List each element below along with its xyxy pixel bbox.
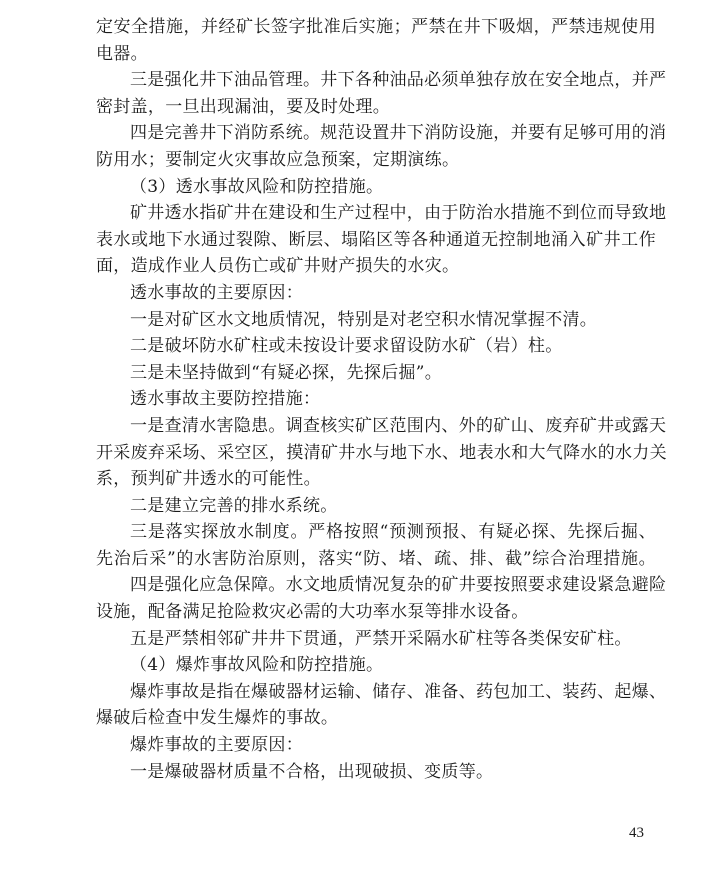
text-line: 系，预判矿井透水的可能性。 [96,469,321,490]
text-line: （4）爆炸事故风险和防控措施。 [130,655,384,676]
page-number: 43 [629,825,644,841]
text-line: 二是破坏防水矿柱或未按设计要求留设防水矿（岩）柱。 [130,336,563,357]
text-line: 先治后采”的水害防治原则，落实“防、堵、疏、排、截”综合治理措施。 [96,548,656,569]
text-line: 密封盖，一旦出现漏油，要及时处理。 [96,96,391,117]
text-line: 设施，配备满足抢险救灾必需的大功率水泵等排水设备。 [96,602,529,623]
text-line: 四是强化应急保障。水文地质情况复杂的矿井要按照要求建设紧急避险 [130,575,667,596]
text-line: 面，造成作业人员伤亡或矿井财产损失的水灾。 [96,256,460,277]
text-line: 防用水；要制定火灾事故应急预案，定期演练。 [96,149,460,170]
text-line: 二是建立完善的排水系统。 [130,495,338,516]
text-line: 定安全措施，并经矿长签字批准后实施；严禁在井下吸烟，严禁违规使用 [96,17,656,37]
text-line: 开采废弃采场、采空区，摸清矿井水与地下水、地表水和大气降水的水力关 [96,442,667,463]
text-line: 三是落实探放水制度。严格按照“预测预报、有疑必探、先探后掘、 [130,522,656,543]
body-text [96,14,667,785]
text-line: 一是查清水害隐患。调查核实矿区范围内、外的矿山、废弃矿井或露天 [130,415,667,436]
text-line: 一是对矿区水文地质情况，特别是对老空积水情况掌握不清。 [130,309,598,330]
text-line: 三是未坚持做到“有疑必探，先探后掘”。 [130,362,443,383]
text-line: 电器。 [96,43,148,64]
text-line: 表水或地下水通过裂隙、断层、塌陷区等各种通道无控制地涌入矿井工作 [96,229,656,250]
text-line: 透水事故的主要原因： [130,282,303,303]
text-line: （3）透水事故风险和防控措施。 [130,176,384,197]
text-line: 爆炸事故的主要原因： [130,735,303,756]
text-line: 四是完善井下消防系统。规范设置井下消防设施，并要有足够可用的消 [130,123,667,144]
text-line: 五是严禁相邻矿井井下贯通，严禁开采隔水矿柱等各类保安矿柱。 [130,628,632,649]
text-line: 爆破后检查中发生爆炸的事故。 [96,708,339,729]
text-line: 三是强化井下油品管理。井下各种油品必须单独存放在安全地点，并严 [130,70,667,91]
text-line: 透水事故主要防控措施： [130,389,321,410]
text-line: 矿井透水指矿井在建设和生产过程中，由于防治水措施不到位而导致地 [130,203,667,224]
text-line: 一是爆破器材质量不合格，出现破损、变质等。 [130,761,494,782]
text-line: 爆炸事故是指在爆破器材运输、储存、准备、药包加工、装药、起爆、 [130,681,667,702]
